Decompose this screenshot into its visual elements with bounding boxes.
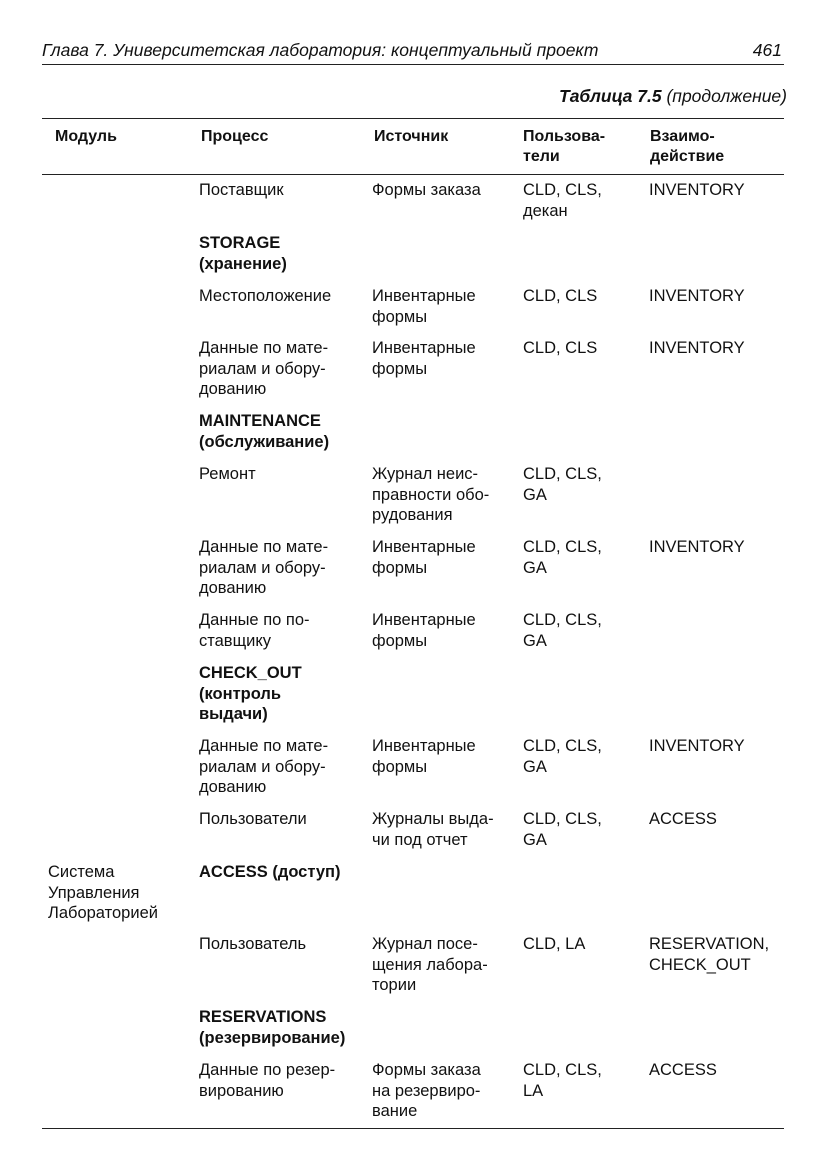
text-line: CLD, CLS, [523,737,602,755]
text-line: риалам и обору- [199,359,326,378]
text-line: (резервирование) [199,1028,346,1047]
text-line: Пользователи [199,810,307,828]
text-line: Местоположение [199,287,332,305]
text-line: LA [523,1081,544,1100]
text-line: тели [523,148,560,165]
section-heading [199,862,340,883]
interaction-cell [649,1060,717,1081]
users-cell [523,464,602,505]
column-header-interaction [650,127,724,167]
text-line: Формы заказа [372,1061,481,1079]
text-line: выдачи) [199,705,268,723]
section-heading [199,663,302,725]
text-line: Данные по мате- [199,339,329,357]
table-caption-suffix: (продолжение) [666,86,787,106]
text-line: INVENTORY [649,181,745,199]
text-line: Взаимо- [650,128,715,145]
text-line: чи под отчет [372,830,468,849]
text-line: Инвентарные [372,538,476,556]
interaction-cell [649,809,717,830]
users-cell [523,809,602,850]
text-line: GA [523,558,547,577]
process-cell [199,180,284,201]
text-line: Инвентарные [372,737,476,755]
users-cell [523,736,602,777]
text-line: STORAGE [199,234,281,252]
text-line: CHECK_OUT [199,664,302,682]
text-line: Данные по мате- [199,538,329,556]
module-name [48,862,158,924]
column-header-source [374,127,448,147]
source-cell [372,610,476,651]
process-cell [199,934,306,955]
table-caption-title: Таблица 7.5 [559,86,662,106]
text-line: Данные по резер- [199,1061,336,1079]
running-header [42,38,784,65]
interaction-cell [649,180,745,201]
process-cell [199,537,328,599]
text-line: CLD, CLS, [523,465,602,483]
text-line: CLD, CLS, [523,810,602,828]
column-header-module: Модуль [55,128,117,145]
source-cell [372,1060,481,1122]
text-line: CLD, CLS, [523,181,602,199]
text-line: GA [523,830,547,849]
text-line: Лабораторией [48,904,158,922]
process-cell [199,286,331,307]
users-cell [523,610,602,651]
column-header-users [523,127,605,167]
users-cell [523,338,597,359]
source-cell [372,934,488,996]
text-line: Инвентарные [372,339,476,357]
text-line: Инвентарные [372,287,476,305]
section-heading [199,411,329,452]
text-line: CLD, CLS, [523,538,602,556]
text-line: CLD, CLS [523,287,598,305]
text-line: правности обо- [372,485,490,504]
text-line: Ремонт [199,465,256,483]
process-cell [199,1060,335,1101]
users-cell [523,934,585,955]
text-line: рудования [372,506,453,524]
text-line: INVENTORY [649,287,745,305]
process-cell [199,610,310,651]
section-heading [199,233,287,274]
table-bottom-rule [42,1128,784,1129]
text-line: RESERVATION, [649,935,770,953]
text-line: Данные по по- [199,611,310,629]
process-cell [199,736,328,798]
text-line: INVENTORY [649,737,745,755]
users-cell [523,1060,602,1101]
section-heading [199,1007,345,1048]
text-line: формы [372,359,428,378]
page-number: 461 [752,40,782,60]
text-line: GA [523,485,547,504]
table-caption [559,86,787,107]
text-line: вированию [199,1081,284,1100]
source-cell [372,736,476,777]
text-line: Источник [374,128,449,145]
users-cell [523,537,602,578]
text-line: CLD, CLS [523,339,598,357]
text-line: формы [372,558,428,577]
users-cell [523,286,597,307]
text-line: риалам и обору- [199,558,326,577]
text-line: ACCESS (доступ) [199,863,341,881]
interaction-cell [649,286,745,307]
source-cell [372,464,489,526]
text-line: (обслуживание) [199,432,330,451]
text-line: CLD, CLS, [523,611,602,629]
text-line: формы [372,757,428,776]
text-line: Поставщик [199,181,284,199]
text-line: щения лабора- [372,955,488,974]
text-line: (контроль [199,684,282,703]
text-line: ставщику [199,631,272,650]
text-line: Формы заказа [372,181,481,199]
text-line: действие [650,148,725,165]
text-line: Пользователь [199,935,307,953]
text-line: Журнал неис- [372,465,479,483]
text-line: GA [523,757,547,776]
text-line: дованию [199,579,267,597]
source-cell [372,809,494,850]
interaction-cell [649,934,769,975]
interaction-cell [649,736,745,757]
source-cell [372,537,476,578]
text-line: декан [523,201,568,220]
interaction-cell [649,537,745,558]
source-cell [372,286,476,327]
text-line: CLD, LA [523,935,586,953]
text-line: Журнал посе- [372,935,478,953]
text-line: RESERVATIONS [199,1008,327,1026]
text-line: дованию [199,778,267,796]
interaction-cell [649,338,745,359]
text-line: Процесс [201,128,269,145]
text-line: Пользова- [523,128,606,145]
text-line: INVENTORY [649,339,745,357]
chapter-title: Глава 7. Университетская лаборатория: концептуальный проект [42,40,599,60]
text-line: Инвентарные [372,611,476,629]
text-line: Журналы выда- [372,810,494,828]
source-cell [372,180,481,201]
text-line: CHECK_OUT [649,955,751,974]
column-header-process [201,127,268,147]
text-line: GA [523,631,547,650]
process-cell [199,809,307,830]
table-header-rule [42,174,784,175]
source-cell [372,338,476,379]
text-line: формы [372,631,428,650]
process-cell [199,338,328,400]
text-line: риалам и обору- [199,757,326,776]
text-line: вание [372,1102,418,1120]
text-line: дованию [199,380,267,398]
process-cell [199,464,256,485]
text-line: Данные по мате- [199,737,329,755]
text-line: тории [372,976,417,994]
table-top-rule [42,118,784,119]
text-line: Система [48,863,115,881]
text-line: формы [372,307,428,326]
text-line: ACCESS [649,810,717,828]
users-cell [523,180,602,221]
text-line: Управления [48,883,140,902]
text-line: ACCESS [649,1061,717,1079]
text-line: (хранение) [199,254,287,273]
text-line: MAINTENANCE [199,412,321,430]
text-line: INVENTORY [649,538,745,556]
text-line: на резервиро- [372,1081,481,1100]
text-line: CLD, CLS, [523,1061,602,1079]
